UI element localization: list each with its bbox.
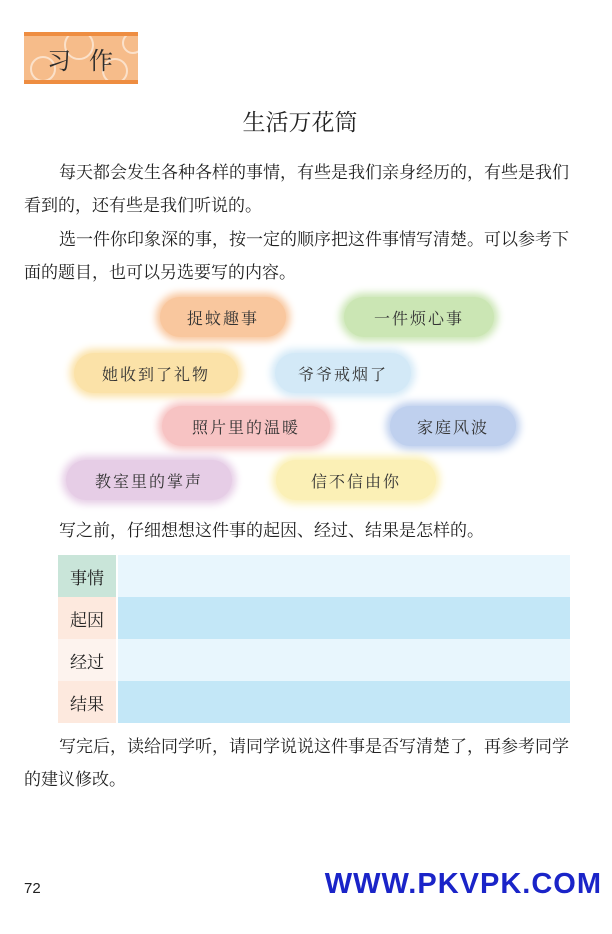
intro-paragraph: 每天都会发生各种各样的事情，有些是我们亲身经历的，有些是我们看到的，还有些是我们听说的。 [24, 163, 569, 216]
section-tag [24, 32, 138, 84]
prewrite-paragraph: 写之前，仔细想想这件事的起因、经过、结果是怎样的。 [59, 521, 484, 541]
topic-pill: 捉蚊趣事 [160, 297, 286, 337]
topic-pill: 照片里的温暖 [162, 406, 330, 446]
table-row [58, 681, 570, 723]
topic-pill: 家庭风波 [390, 406, 516, 446]
topic-pill: 一件烦心事 [344, 297, 494, 337]
topic-pill: 她收到了礼物 [74, 353, 238, 393]
row-label-event: 事情 [58, 555, 116, 597]
row-label-result: 结果 [58, 681, 116, 723]
row-label-cause: 起因 [58, 597, 116, 639]
field-cause[interactable] [118, 597, 570, 639]
page-number: 72 [24, 880, 41, 897]
field-event[interactable] [118, 555, 570, 597]
topic-pill: 信不信由你 [276, 460, 436, 500]
instruction-paragraph: 选一件你印象深的事，按一定的顺序把这件事情写清楚。可以参考下面的题目，也可以另选要写的内容。 [24, 230, 569, 283]
topic-pill: 爷爷戒烟了 [275, 353, 411, 393]
table-row [58, 555, 570, 597]
table-row [58, 597, 570, 639]
table-row [58, 639, 570, 681]
section-label: 习作 [47, 46, 131, 75]
event-planning-table [58, 555, 570, 723]
field-process[interactable] [118, 639, 570, 681]
row-label-process: 经过 [58, 639, 116, 681]
page-title: 生活万花筒 [242, 110, 358, 136]
field-result[interactable] [118, 681, 570, 723]
watermark: WWW.PKVPK.COM [324, 868, 602, 900]
revision-paragraph: 写完后，读给同学听，请同学说说这件事是否写清楚了，再参考同学的建议修改。 [24, 737, 569, 790]
topic-pill: 教室里的掌声 [66, 460, 232, 500]
